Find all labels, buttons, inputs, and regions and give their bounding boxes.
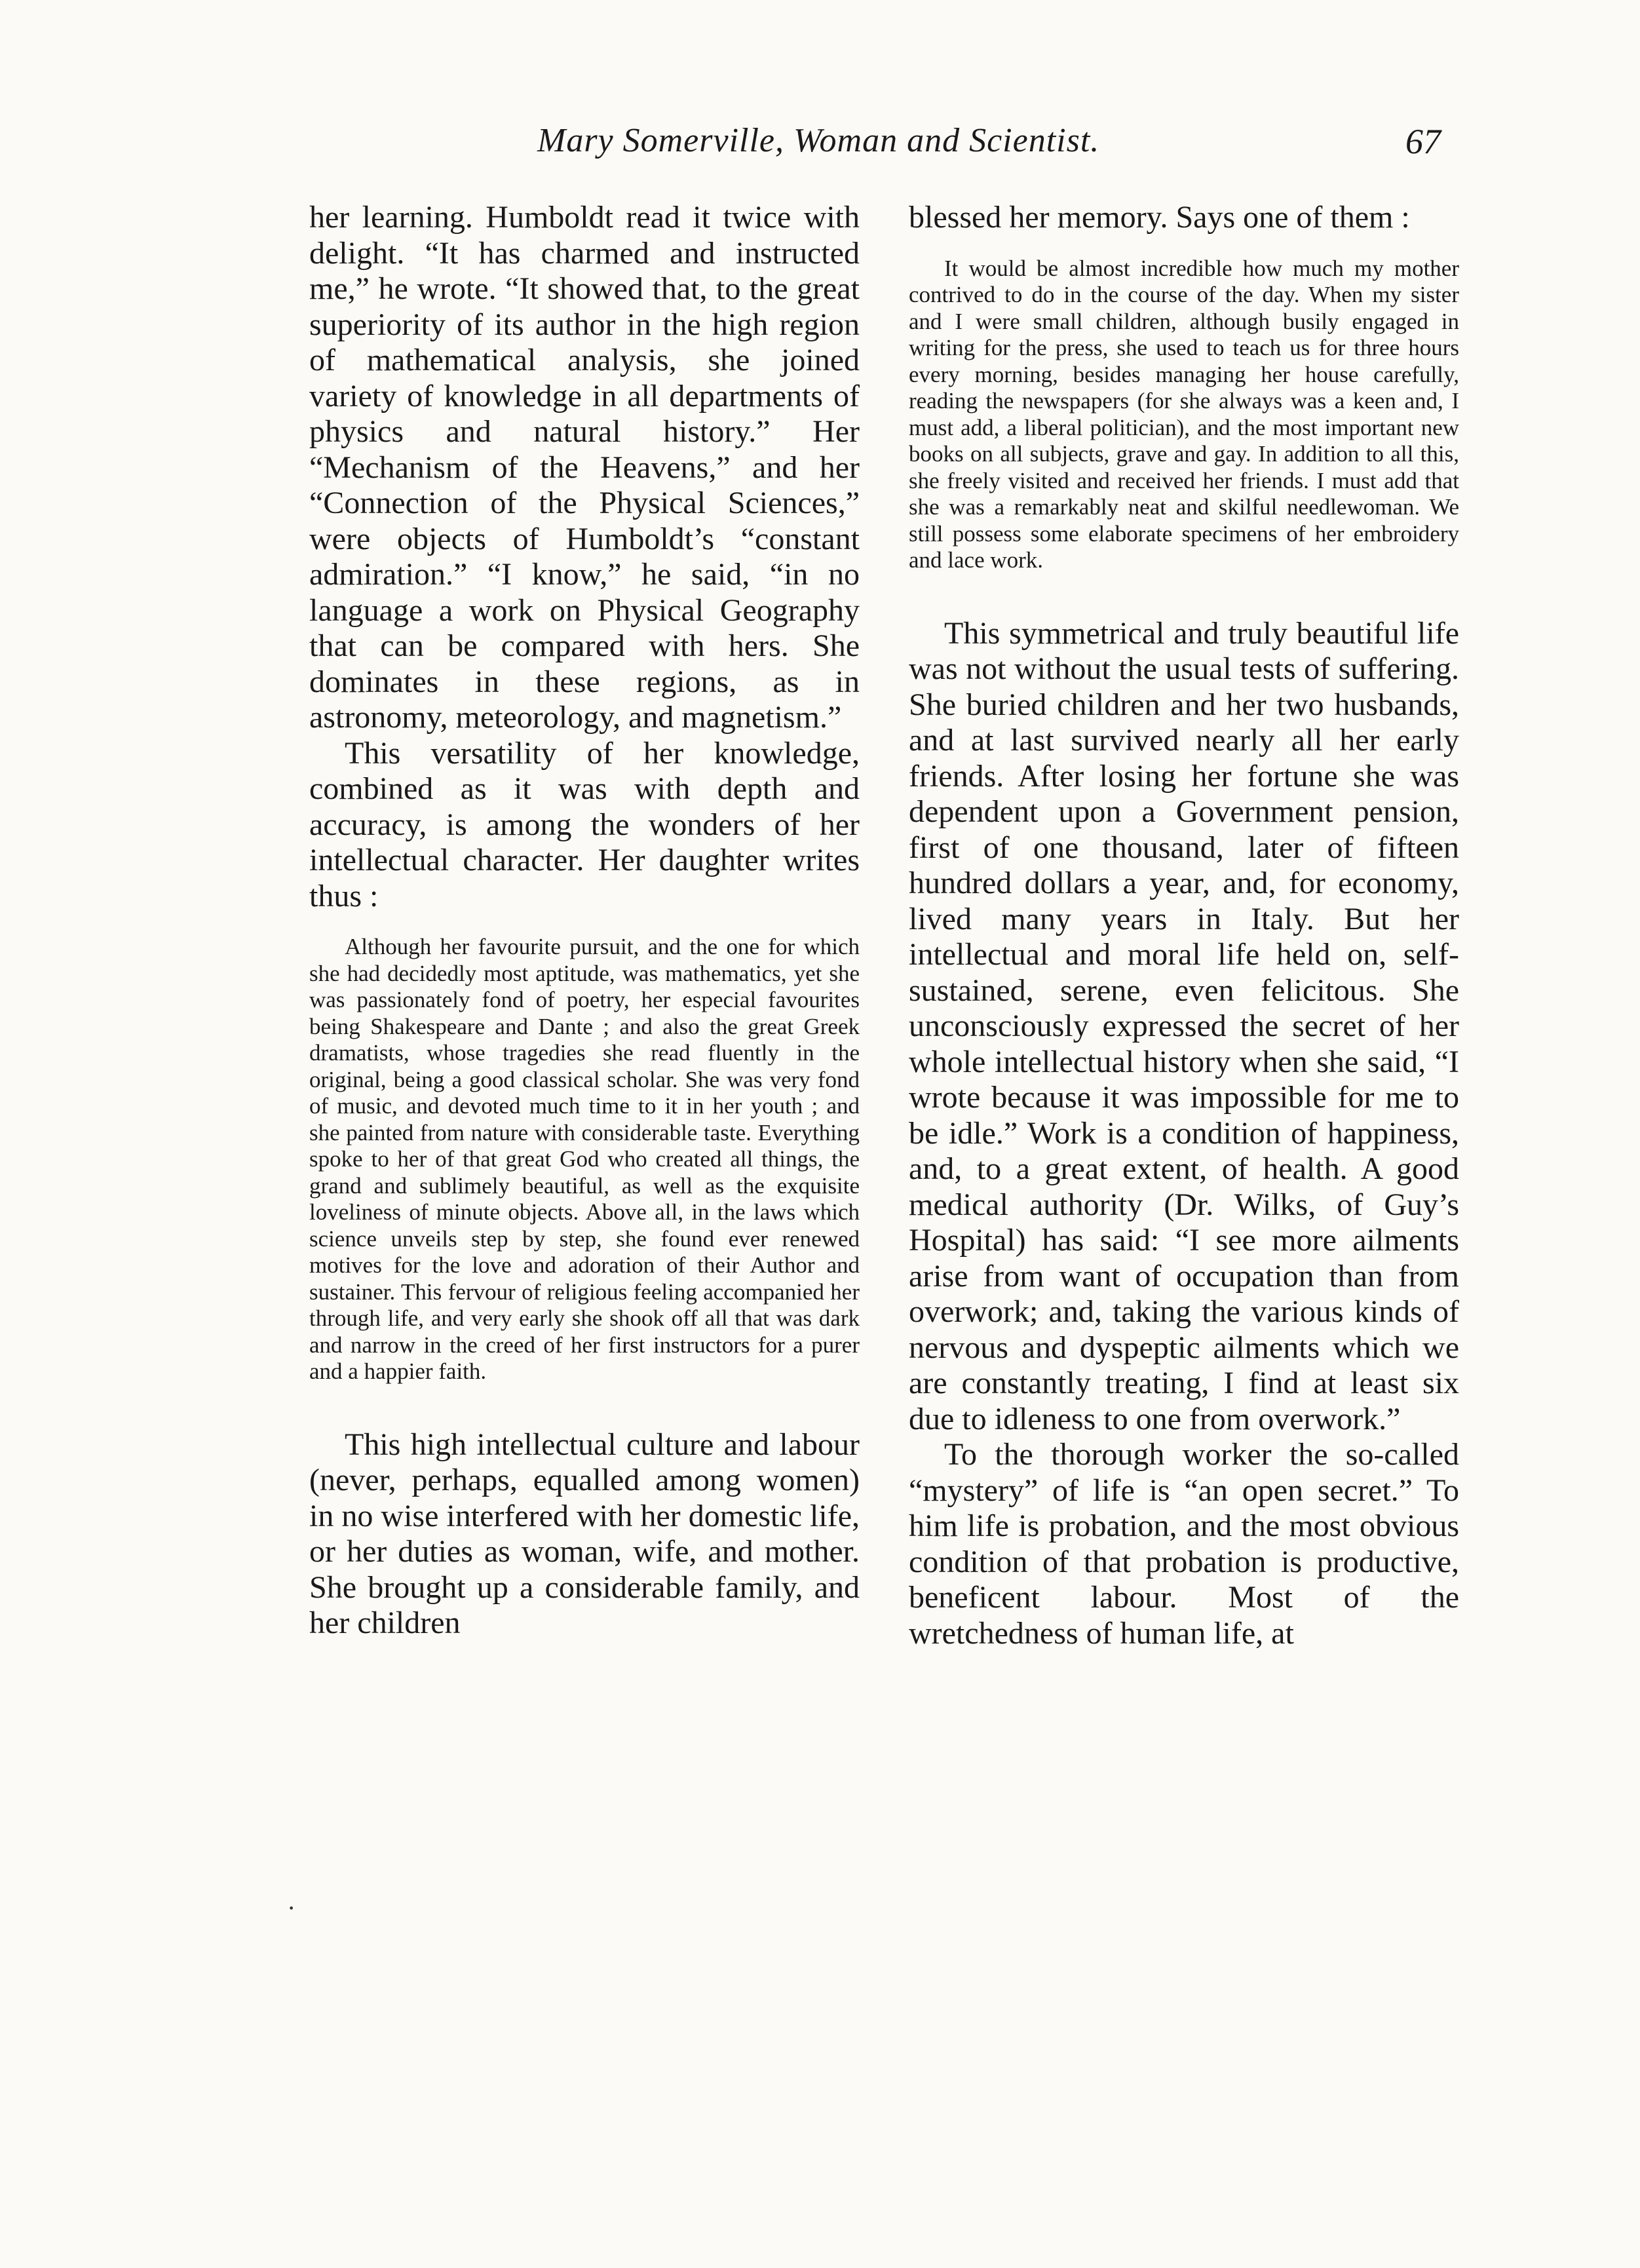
left-paragraph-humboldt: her learning. Humboldt read it twice with delight. “It has charmed and instructed me,” he wrote. “It showed that, to the great superiority of its author in the high region of mathematical analysis, she joined variety of knowledge in all departments of physics and natural history.” Her “Mechanism of the Heavens,” and her “Connection of the Physical Sciences,” were objects of Humboldt’s “constant admiration.” “I know,” he said, “in no language a work on Physical Geography that can be compared with hers. She dominates in these regions, as in astronomy, meteorology, and magnetism.”: [309, 200, 860, 735]
left-paragraph-versatility: This versatility of her knowledge, combined as it was with depth and accuracy, is among the wonders of her intellectual character. Her daughter writes thus :: [309, 735, 860, 913]
left-column: [309, 200, 860, 1642]
right-paragraph-symmetrical-life: This symmetrical and truly beautiful life was not without the usual tests of suffering. She buried children and her two husbands, and at last survived nearly all her early friends. After losing her fortune she was dependent upon a Government pension, first of one thousand, later of fifteen hundred dollars a year, and, for economy, lived many years in Italy. But her intellectual and moral life held on, self-sustained, serene, even felicitous. She unconsciously expressed the secret of her whole intellectual history when she said, “I wrote because it was impossible for me to be idle.” Work is a condition of happiness, and, to a great extent, of health. A good medical authority (Dr. Wilks, of Guy’s Hospital) has said: “I see more ailments arise from want of occupation than from overwork; and, taking the various kinds of nervous and dyspeptic ailments which we are constantly treating, I find at least six due to idleness to one from overwork.”: [909, 615, 1459, 1436]
right-paragraph-memory: blessed her memory. Says one of them :: [909, 200, 1410, 235]
running-title: Mary Somerville, Woman and Scientist.: [537, 122, 1100, 159]
margin-mark: ·: [287, 1893, 296, 1923]
right-column: [909, 200, 1459, 1651]
right-paragraph-thorough-worker: To the thorough worker the so-called “mystery” of life is “an open secret.” To him life is probation, and the most obvious condition of that probation is productive, beneficent labour. Most of the wretchedness of human life, at: [909, 1437, 1459, 1651]
page-number: 67: [1405, 122, 1441, 161]
left-paragraph-culture: This high intellectual culture and labour (never, perhaps, equalled among women) in no wise interfered with her domestic life, or her duties as woman, wife, and mother. She brought up a considerable family, and her children: [309, 1427, 860, 1640]
left-block-quote: Although her favourite pursuit, and the one for which she had decidedly most aptitude, was mathematics, yet she was passionately fond of poetry, her especial favourites being Shakespeare and Dante ; and also the great Greek dramatists, whose tragedies she read fluently in the original, being a good classical scholar. She was very fond of music, and devoted much time to it in her youth ; and she painted from nature with considerable taste. Everything spoke to her of that great God who created all things, the grand and sublimely beautiful, as well as the exquisite loveliness of minute objects. Above all, in the laws which science unveils step by step, she found ever renewed motives for the love and adoration of their Author and sustainer. This fervour of religious feeling accompanied her through life, and very early she shook off all that was dark and narrow in the creed of her first instructors for a purer and a happier faith.: [309, 934, 860, 1384]
right-block-quote: It would be almost incredible how much my mother contrived to do in the course of the day. When my sister and I were small children, although busily engaged in writing for the press, she used to teach us for three hours every morning, besides managing her house carefully, reading the newspapers (for she always was a keen and, I must add, a liberal politician), and the most important new books on all subjects, grave and gay. In addition to all this, she freely visited and received her friends. I must add that she was a remarkably neat and skilful needlewoman. We still possess some elaborate specimens of her embroidery and lace work.: [909, 255, 1459, 573]
